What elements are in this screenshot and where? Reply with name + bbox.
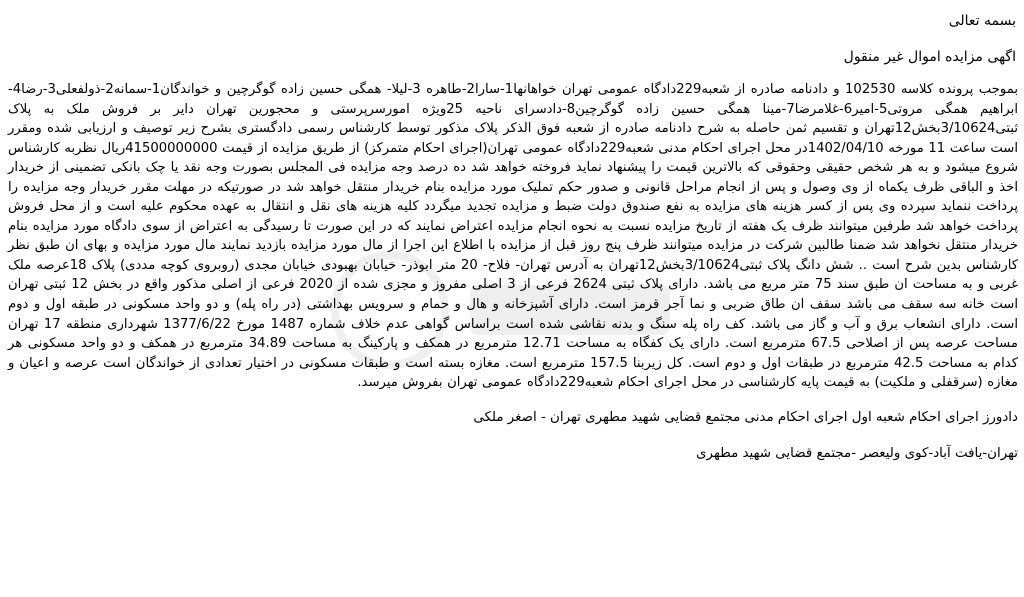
signature-line: دادورز اجرای احکام شعبه اول اجرای احکام مدنی مجتمع قضایی شهید مطهری تهران - اصغر ملکی	[473, 409, 1018, 425]
notice-body: بموجب پرونده کلاسه 102530 و دادنامه صادره از شعبه229دادگاه عمومی تهران خواهانها1-سارا2-طاهره 3-لیلا- همگی حسین زاده گوگرچین و خواندگان1-سمانه2-ذولفعلی3-رضا4-ابراهیم همگی مروتی5-امیر6-غلامرضا7-مینا همگی حسین زاده گوگرچین8-دادسرای ناحیه 25ویژه امورسرپرستی و محجورین تهران دایر بر فروش ملک به پلاک ثبتی3/10624بخش12تهران و تقسیم ثمن حاصله به شرح دادنامه صادره از شعبه فوق الذکر پلاک مذکور توسط کارشناس رسمی دادگستری بشرح زیر توصیف و ارزیابی شده ومقرر است ساعت 11 مورخه 1402/04/10در محل اجرای احکام مدنی شعبه229دادگاه عمومی تهران(اجرای احکام متمرکز) از طریق مزایده از قیمت 41500000000ریال نظربه کارشناس شروع میشود و به هر شخص حقیقی وحقوقی که بالاترین قیمت را پیشنهاد نماید فروخته خواهد شد ده درصد وجه مزایده فی المجلس بصورت وجه نقد یا چک بانکی تضمینی از خریدار اخذ و الباقی ظرف یکماه از وی وصول و پس از انجام مراحل قانونی و صدور حکم تملیک مورد مزایده بنام خریدار منتقل خواهد شد در صورتیکه در مهلت مقرر خریدار وجه مزایده را پرداخت ننماید سپرده وی پس از کسر هزینه های مزایده به نفع صندوق دولت ضبط و مزایده تجدید میگردد کلیه هزینه های نقل و انتقال به عهده محکوم علیه است و از محل فروش پرداخت خواهد شد طرفین میتوانند ظرف یک هفته از تاریخ مزایده نسبت به نحوه انجام مزایده اعتراض نمایند که در این صورت تا رسیدگی به اعتراض از سوی دادگاه مورد مزایده بنام خریدار منتقل نخواهد شد ضمنا طالبین شرکت در مزایده میتوانند ظرف پنج روز قبل از مزایده با اطلاع این اجرا از مال مورد مزایده بازدید نمایند مال مورد مزایده و بهای ان طبق نظر کارشناس بدین شرح است .. شش دانگ پلاک ثبتی3/10624بخش12تهران به آدرس تهران- فلاح- 20 متر ابوذر- خیابان بهبودی خیابان مجدی (روبروی کوچه مددی) پلاک 18عرصه ملک غربی و به مساحت ان طبق سند 75 متر مربع می باشد. دارای پلاک ثبتی 2624 فرعی از 3 اصلی مفروز و مجزی شده از 2020 فرعی از اصلی مذکور واقع در بخش 12 ثبتی تهران است خانه سه سقف می باشد سقف ان طاق ضربی و نما آجر قرمز است. دارای آشپزخانه و هال و حمام و سرویس بهداشتی (در راه پله) و دو واحد مسکونی در طبقه اول و دوم است. دارای انشعاب برق و آب و گاز می باشد. کف راه پله سنگ و بدنه نقاشی شده است براساس گواهی عدم خلاف شماره 1487 مورخ 1377/6/22 شهرداری منطقه 17 تهران مساحت عرصه پس از اصلاحی 67.5 مترمربع است. دارای یک کفگاه به مساحت 12.71 مترمربع در همکف و پارکینگ به مساحت 34.89 مترمربع در همکف و دو واحد مسکونی هر کدام به مساحت 42.5 مترمربع در طبقات اول و دوم است. کل زیربنا 157.5 مترمربع است. مغازه بسته است و طبقات مسکونی در اختیار تعدادی از خواندگان است عرصه و اعیان و مغازه (سرقفلی و ملکیت) به قیمت پایه کارشناسی در محل اجرای احکام شعبه229دادگاه عمومی تهران بفروش میرسد.	[8, 82, 1019, 391]
notice-title: اگهی مزایده اموال غیر منقول	[843, 49, 1016, 65]
basmala-heading: بسمه تعالی	[948, 13, 1016, 29]
address-line: تهران-یافت آباد-کوی ولیعصر -مجتمع قضایی شهید مطهری	[696, 445, 1018, 461]
